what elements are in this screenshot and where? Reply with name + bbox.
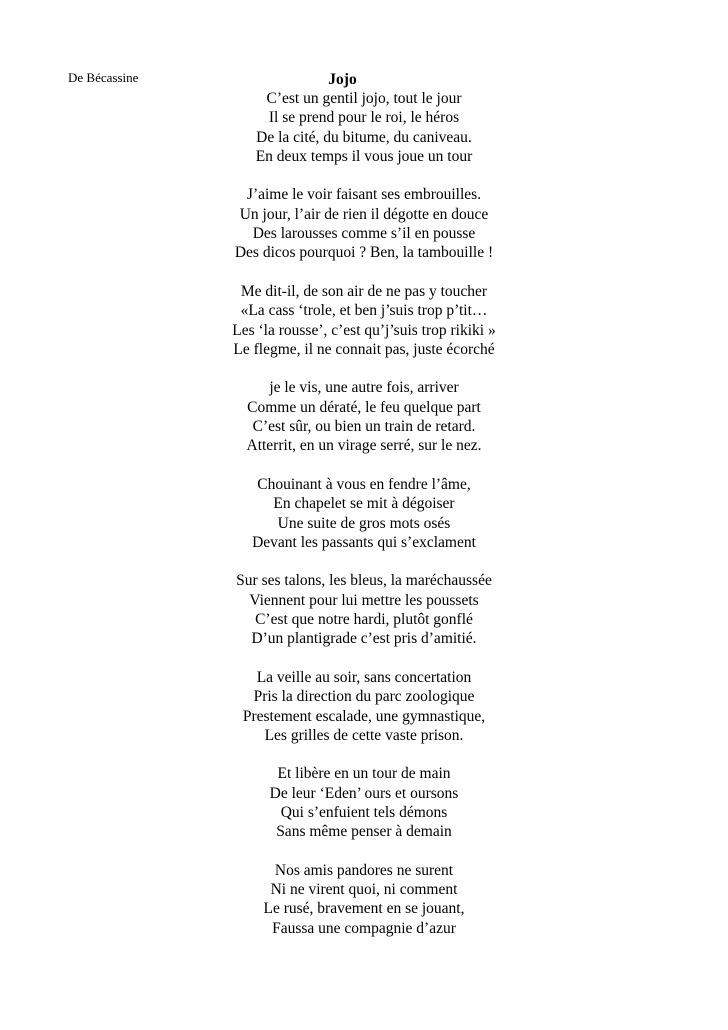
poem-line: Ni ne virent quoi, ni comment: [270, 881, 458, 899]
poem-line: Une suite de gros mots osés: [277, 514, 451, 532]
poem-line: Atterrit, en un virage serré, sur le nez.: [246, 437, 482, 455]
stanza: [214, 764, 514, 841]
poem-line: Devant les passants qui s’exclament: [252, 533, 476, 551]
poem-line: Les ‘la rousse’, c’est qu’j’suis trop rikiki »: [232, 321, 496, 339]
stanza: [214, 475, 514, 552]
poem-line: Les grilles de cette vaste prison.: [264, 726, 464, 744]
poem-title: Jojo: [328, 71, 357, 88]
poem-line: Sans même penser à demain: [276, 823, 452, 841]
poem-line: J’aime le voir faisant ses embrouilles.: [246, 186, 482, 204]
poem-line: C’est que notre hardi, plutôt gonflé: [255, 611, 473, 629]
stanza: [214, 668, 514, 745]
poem-line: Pris la direction du parc zoologique: [253, 688, 475, 706]
poem-line: En chapelet se mit à dégoiser: [273, 495, 455, 513]
stanza: [214, 282, 514, 359]
poem-line: De leur ‘Eden’ ours et oursons: [269, 784, 459, 802]
poem-line: «La cass ‘trole, et ben j’suis trop p’tit…: [240, 302, 488, 320]
stanza: [214, 378, 514, 455]
poem-line: je le vis, une autre fois, arriver: [269, 379, 459, 397]
author-name: De Bécassine: [68, 70, 139, 85]
poem-line: Comme un dératé, le feu quelque part: [247, 398, 481, 416]
poem-line: Chouinant à vous en fendre l’âme,: [257, 475, 471, 493]
poem-line: C’est sûr, ou bien un train de retard.: [252, 418, 476, 436]
stanza: [214, 185, 514, 262]
poem-line: En deux temps il vous joue un tour: [255, 147, 473, 165]
poem-line: Sur ses talons, les bleus, la maréchaussée: [236, 572, 492, 590]
stanza: [214, 861, 514, 938]
poem-line: Il se prend pour le roi, le héros: [268, 109, 460, 127]
poem-line: Viennent pour lui mettre les poussets: [249, 591, 479, 609]
poem-line: De la cité, du bitume, du caniveau.: [256, 128, 472, 146]
poem-line: Nos amis pandores ne surent: [274, 861, 454, 879]
poem-line: C’est un gentil jojo, tout le jour: [266, 90, 462, 107]
poem-line: Un jour, l’air de rien il dégotte en douce: [239, 205, 489, 223]
poem-line: Des dicos pourquoi ? Ben, la tambouille !: [234, 244, 494, 262]
poem-body: [214, 89, 514, 938]
poem-line: Le flegme, il ne connait pas, juste écorché: [233, 340, 495, 358]
poem-line: La veille au soir, sans concertation: [256, 668, 472, 686]
poem-line: D’un plantigrade c’est pris d’amitié.: [251, 630, 477, 648]
stanza: [214, 571, 514, 648]
poem-line: Faussa une compagnie d’azur: [272, 919, 456, 937]
poem-line: Des larousses comme s’il en pousse: [252, 225, 476, 243]
poem-line: Qui s’enfuient tels démons: [280, 803, 448, 821]
poem-line: Me dit-il, de son air de ne pas y toucher: [240, 282, 488, 300]
poem-line: Le rusé, bravement en se jouant,: [263, 900, 465, 918]
poem-line: Prestement escalade, une gymnastique,: [242, 707, 486, 725]
poem: [214, 70, 514, 957]
stanza: [214, 89, 514, 166]
poem-line: Et libère en un tour de main: [277, 765, 451, 783]
